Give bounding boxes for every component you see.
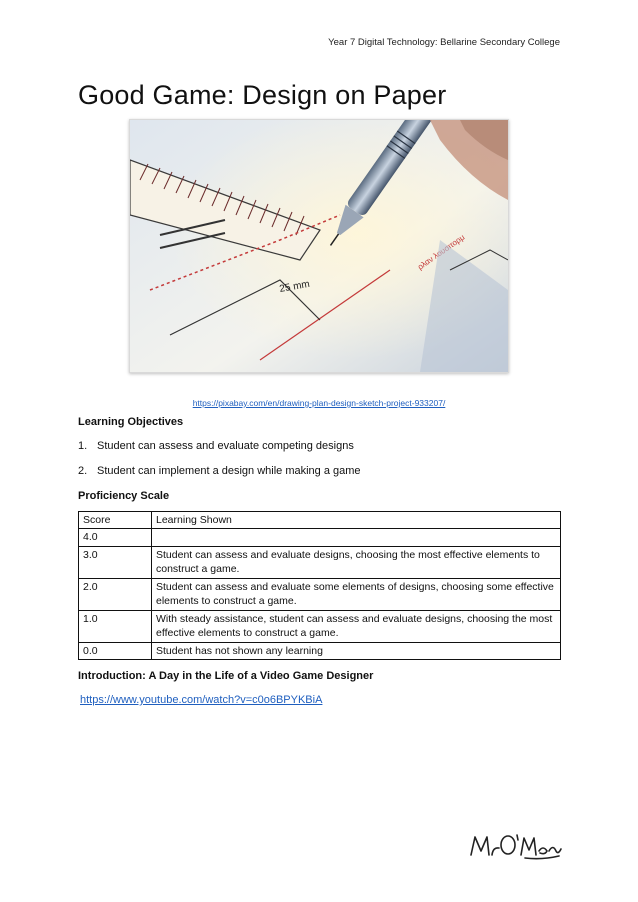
objective-text: Student can implement a design while making a game xyxy=(97,465,361,477)
proficiency-table xyxy=(78,511,561,660)
objective-number: 2. xyxy=(78,465,88,477)
youtube-video-link[interactable]: https://www.youtube.com/watch?v=c0o6BPYKBiA xyxy=(80,694,323,706)
objective-item xyxy=(78,440,354,452)
table-row xyxy=(79,578,561,610)
table-row xyxy=(79,610,561,642)
table-row xyxy=(79,546,561,578)
learning-objectives-heading: Learning Objectives xyxy=(78,416,184,428)
objective-item xyxy=(78,465,361,477)
learning-cell: With steady assistance, student can assess and evaluate designs, choosing the most effective elements to construct a game. xyxy=(152,610,561,642)
score-cell: 2.0 xyxy=(79,578,152,610)
svg-text:25 mm: 25 mm xyxy=(278,278,311,295)
column-header-score: Score xyxy=(79,512,152,529)
learning-cell xyxy=(152,529,561,546)
score-cell: 1.0 xyxy=(79,610,152,642)
learning-cell: Student can assess and evaluate some elements of designs, choosing some effective elements to construct a game. xyxy=(152,578,561,610)
score-cell: 0.0 xyxy=(79,642,152,659)
table-row xyxy=(79,642,561,659)
svg-text:ρλαν λουσιτορμ: ρλαν xyxy=(415,254,435,272)
objective-text: Student can assess and evaluate competing designs xyxy=(97,440,354,452)
pen-sketch-photo xyxy=(129,119,509,373)
score-cell: 3.0 xyxy=(79,546,152,578)
score-cell: 4.0 xyxy=(79,529,152,546)
table-header-row xyxy=(79,512,561,529)
introduction-heading: Introduction: A Day in the Life of a Video Game Designer xyxy=(78,670,374,682)
page-title: Good Game: Design on Paper xyxy=(78,80,447,110)
learning-cell: Student has not shown any learning xyxy=(152,642,561,659)
page-header: Year 7 Digital Technology: Bellarine Secondary College xyxy=(328,37,560,48)
column-header-learning: Learning Shown xyxy=(152,512,561,529)
learning-cell: Student can assess and evaluate designs, choosing the most effective elements to construct a game. xyxy=(152,546,561,578)
image-source-link[interactable]: https://pixabay.com/en/drawing-plan-design-sketch-project-933207/ xyxy=(192,398,446,408)
table-row xyxy=(79,529,561,546)
proficiency-scale-heading: Proficiency Scale xyxy=(78,490,170,502)
objective-number: 1. xyxy=(78,440,88,452)
signature-logo xyxy=(467,829,563,863)
